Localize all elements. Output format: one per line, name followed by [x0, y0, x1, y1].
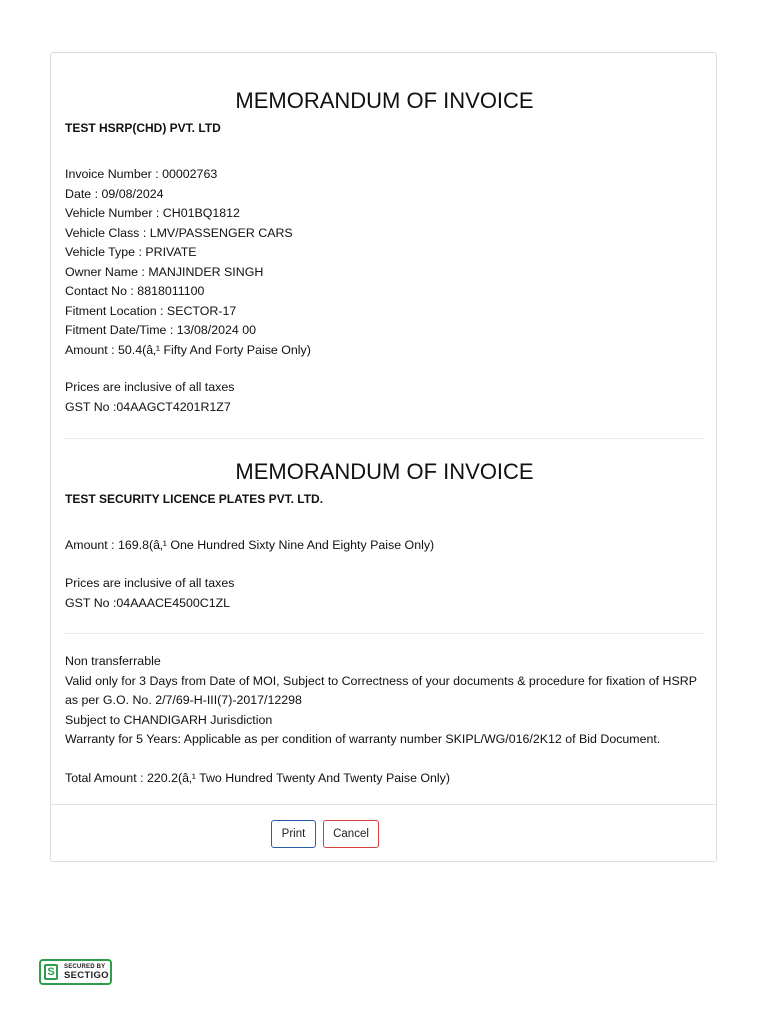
- invoice-details-2: [65, 536, 705, 556]
- section-divider: [65, 633, 704, 634]
- contact-number: Contact No : 8818011100: [65, 284, 205, 298]
- invoice-number: Invoice Number : 00002763: [65, 167, 218, 181]
- company-name-2: TEST SECURITY LICENCE PLATES PVT. LTD.: [65, 492, 324, 506]
- total-section: [65, 769, 705, 789]
- invoice-title-2: MEMORANDUM OF INVOICE: [235, 459, 534, 484]
- section-divider: [65, 438, 704, 439]
- invoice-card: [50, 52, 717, 862]
- gst-number-2: GST No :04AAACE4500C1ZL: [65, 595, 231, 610]
- vehicle-class: Vehicle Class : LMV/PASSENGER CARS: [65, 225, 293, 240]
- taxes-note-1: Prices are inclusive of all taxes: [65, 380, 235, 394]
- cancel-button[interactable]: Cancel: [323, 820, 379, 848]
- amount-1: Amount : 50.4(â‚¹ Fifty And Forty Paise Only): [65, 342, 311, 357]
- invoice-details-1: [65, 165, 705, 360]
- validity-note: Valid only for 3 Days from Date of MOI, Subject to Correctness of your documents & procedure for fixation of HSRP as per G.O. No. 2/7/69-H-III(7)-2017/12298: [65, 673, 697, 707]
- print-button[interactable]: Print: [271, 820, 316, 848]
- sectigo-secured-by: SECURED BY: [64, 964, 106, 970]
- sectigo-logo-icon: S: [44, 964, 58, 980]
- invoice-title-1: MEMORANDUM OF INVOICE: [235, 88, 534, 113]
- total-amount: Total Amount : 220.2(â‚¹ Two Hundred Twenty And Twenty Paise Only): [65, 771, 451, 785]
- amount-2: Amount : 169.8(â‚¹ One Hundred Sixty Nine And Eighty Paise Only): [65, 538, 435, 552]
- tax-info-2: [65, 574, 705, 613]
- jurisdiction-note: Subject to CHANDIGARH Jurisdiction: [65, 712, 273, 727]
- sectigo-brand: SECTIGO: [64, 970, 109, 981]
- footer-divider: [51, 804, 716, 805]
- vehicle-number: Vehicle Number : CH01BQ1812: [65, 206, 240, 220]
- invoice-date: Date : 09/08/2024: [65, 186, 164, 201]
- owner-name: Owner Name : MANJINDER SINGH: [65, 264, 264, 279]
- taxes-note-2: Prices are inclusive of all taxes: [65, 576, 235, 590]
- company-name-1: TEST HSRP(CHD) PVT. LTD: [65, 121, 221, 135]
- sectigo-badge[interactable]: [39, 959, 112, 985]
- vehicle-type: Vehicle Type : PRIVATE: [65, 245, 197, 259]
- fitment-location: Fitment Location : SECTOR-17: [65, 303, 237, 318]
- warranty-note: Warranty for 5 Years: Applicable as per condition of warranty number SKIPL/WG/016/2K12 of Bid Document.: [65, 732, 661, 746]
- terms-section: [65, 652, 705, 750]
- fitment-datetime: Fitment Date/Time : 13/08/2024 00: [65, 323, 257, 337]
- gst-number-1: GST No :04AAGCT4201R1Z7: [65, 399, 231, 414]
- tax-info-1: [65, 378, 705, 417]
- non-transferrable-note: Non transferrable: [65, 654, 161, 668]
